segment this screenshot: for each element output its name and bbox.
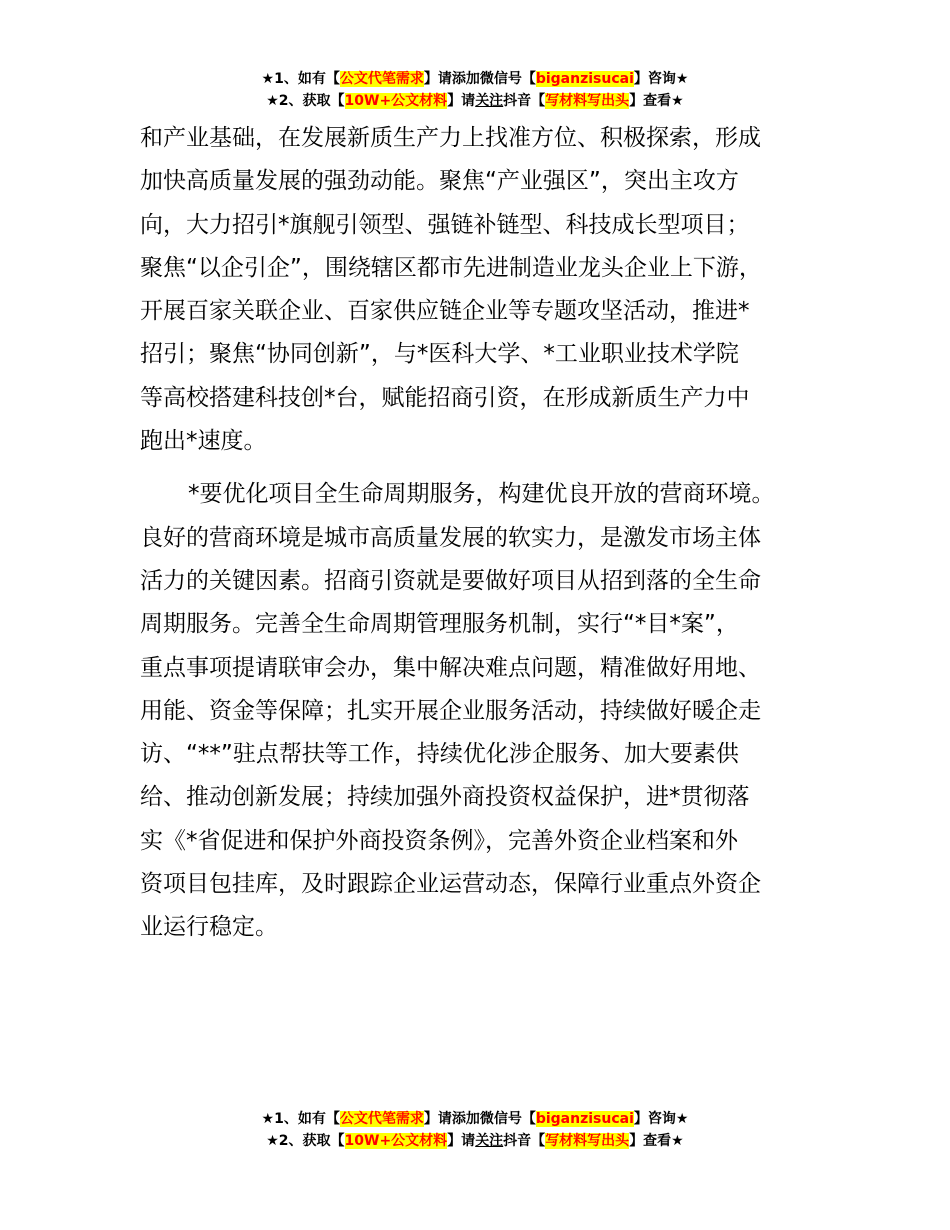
paragraph-2-line: *要优化项目全生命周期服务，构建优良开放的营商环境。 bbox=[188, 481, 775, 508]
paragraph-1 bbox=[140, 117, 832, 463]
paragraph-1-line: 开展百家关联企业、百家供应链企业等专题攻坚活动，推进* bbox=[140, 298, 750, 325]
banner-highlight-service: 公文代笔需求 bbox=[339, 71, 424, 87]
document-body bbox=[140, 117, 832, 950]
paragraph-2-line: 周期服务。完善全生命周期管理服务机制，实行“*目*案”， bbox=[140, 611, 739, 638]
paragraph-2-line: 给、推动创新发展；持续加强外商投资权益保护，进*贯彻落 bbox=[140, 784, 750, 811]
footer-banner-line-2 bbox=[0, 1130, 950, 1152]
paragraph-2-line: 资项目包挂库，及时跟踪企业运营动态，保障行业重点外资企 bbox=[140, 871, 761, 898]
banner-line-1-suffix: 】咨询★ bbox=[633, 71, 689, 87]
paragraph-gap bbox=[140, 463, 832, 473]
banner-highlight-materials: 10W+公文材料 bbox=[344, 93, 448, 109]
banner-line-1 bbox=[0, 68, 950, 90]
banner-line-2-suffix: 】查看★ bbox=[629, 93, 684, 109]
footer-banner-line-1-suffix: 】咨询★ bbox=[633, 1111, 689, 1127]
paragraph-1-line: 等高校搭建科技创*台，赋能招商引资，在形成新质生产力中 bbox=[140, 384, 750, 411]
footer-banner bbox=[0, 1108, 950, 1152]
footer-banner-highlight-materials: 10W+公文材料 bbox=[344, 1133, 448, 1149]
paragraph-2-line: 良好的营商环境是城市高质量发展的软实力，是激发市场主体 bbox=[140, 524, 761, 551]
footer-banner-line-2-mid1: 】请 bbox=[447, 1133, 476, 1149]
paragraph-1-line: 招引；聚焦“协同创新”，与*医科大学、*工业职业技术学院 bbox=[140, 341, 739, 368]
paragraph-2-line: 业运行稳定。 bbox=[140, 914, 278, 941]
header-banner bbox=[0, 68, 950, 112]
banner-line-1-prefix: ★1、如有【 bbox=[261, 71, 340, 87]
paragraph-2 bbox=[140, 473, 832, 949]
banner-highlight-douyin-account: 写材料写出头 bbox=[545, 93, 630, 109]
footer-banner-line-2-prefix: ★2、获取【 bbox=[266, 1133, 345, 1149]
banner-line-2 bbox=[0, 90, 950, 112]
paragraph-2-line: 重点事项提请联审会办，集中解决难点问题，精准做好用地、 bbox=[140, 654, 761, 681]
paragraph-2-line: 活力的关键因素。招商引资就是要做好项目从招到落的全生命 bbox=[140, 567, 761, 594]
footer-banner-line-2-suffix: 】查看★ bbox=[629, 1133, 684, 1149]
paragraph-1-line: 跑出*速度。 bbox=[140, 428, 267, 455]
footer-banner-highlight-wechat-id: biganzisucai bbox=[535, 1111, 634, 1127]
banner-line-2-prefix: ★2、获取【 bbox=[266, 93, 345, 109]
paragraph-2-line: 用能、资金等保障；扎实开展企业服务活动，持续做好暖企走 bbox=[140, 697, 761, 724]
footer-banner-highlight-douyin-account: 写材料写出头 bbox=[545, 1133, 630, 1149]
paragraph-2-line: 访、“**”驻点帮扶等工作，持续优化涉企服务、加大要素供 bbox=[140, 741, 739, 768]
footer-banner-underlined-follow: 关注 bbox=[475, 1133, 504, 1149]
banner-highlight-wechat-id: biganzisucai bbox=[535, 71, 634, 87]
banner-line-2-mid1: 】请 bbox=[447, 93, 476, 109]
banner-underlined-follow: 关注 bbox=[475, 93, 504, 109]
footer-banner-line-1-mid: 】请添加微信号【 bbox=[423, 1111, 536, 1127]
banner-line-1-mid: 】请添加微信号【 bbox=[423, 71, 536, 87]
footer-banner-line-2-mid2: 抖音【 bbox=[503, 1133, 546, 1149]
paragraph-1-line: 聚焦“以企引企”，围绕辖区都市先进制造业龙头企业上下游， bbox=[140, 254, 762, 281]
footer-banner-highlight-service: 公文代笔需求 bbox=[339, 1111, 424, 1127]
footer-banner-line-1 bbox=[0, 1108, 950, 1130]
banner-line-2-mid2: 抖音【 bbox=[503, 93, 546, 109]
paragraph-1-line: 和产业基础，在发展新质生产力上找准方位、积极探索，形成 bbox=[140, 125, 761, 151]
paragraph-1-line: 向，大力招引*旗舰引领型、强链补链型、科技成长型项目； bbox=[140, 211, 750, 238]
paragraph-2-line: 实《*省促进和保护外商投资条例》，完善外资企业档案和外 bbox=[140, 827, 738, 854]
footer-banner-line-1-prefix: ★1、如有【 bbox=[261, 1111, 340, 1127]
paragraph-1-line: 加快高质量发展的强劲动能。聚焦“产业强区”，突出主攻方 bbox=[140, 168, 739, 195]
